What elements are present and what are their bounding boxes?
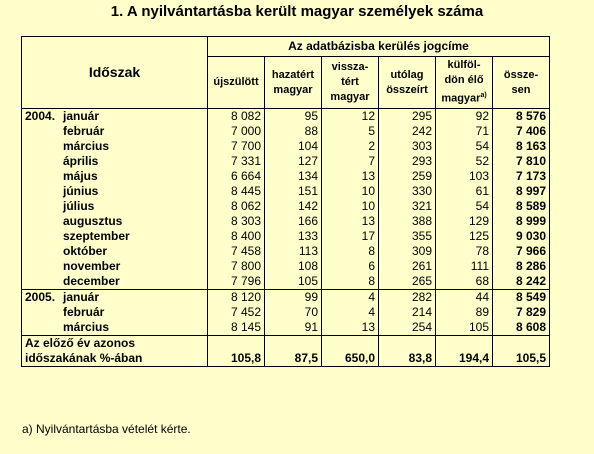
- cell-value: 13: [322, 214, 379, 229]
- cell-value: 71: [436, 124, 493, 139]
- cell-value: 282: [379, 290, 436, 306]
- cell-value: 7 829: [493, 305, 550, 320]
- cell-value: 7 700: [208, 139, 265, 154]
- cell-value: 12: [322, 109, 379, 125]
- cell-value: 8 445: [208, 184, 265, 199]
- header-col-5: [436, 57, 493, 109]
- cell-value: 105: [265, 274, 322, 290]
- cell-value: 142: [265, 199, 322, 214]
- cell-value: 309: [379, 244, 436, 259]
- row-month: október: [63, 244, 108, 258]
- cell-value: 6 664: [208, 169, 265, 184]
- cell-value: 103: [436, 169, 493, 184]
- cell-value: 7 800: [208, 259, 265, 274]
- cell-value: 111: [436, 259, 493, 274]
- percent-row: [22, 336, 550, 367]
- cell-value: 78: [436, 244, 493, 259]
- cell-value: 8 286: [493, 259, 550, 274]
- cell-value: 8 242: [493, 274, 550, 290]
- cell-value: 54: [436, 139, 493, 154]
- row-month: január: [63, 109, 100, 123]
- header-col-2: [265, 57, 322, 109]
- row-month: július: [63, 199, 95, 213]
- row-month: szeptember: [63, 229, 130, 243]
- header-col-3: [322, 57, 379, 109]
- row-label: [22, 169, 208, 184]
- cell-value: 8: [322, 274, 379, 290]
- row-label: [22, 124, 208, 139]
- header-col-6: [493, 57, 550, 109]
- cell-value: 7 000: [208, 124, 265, 139]
- cell-value: 8 549: [493, 290, 550, 306]
- cell-value: 151: [265, 184, 322, 199]
- cell-value: 293: [379, 154, 436, 169]
- cell-value: 133: [265, 229, 322, 244]
- cell-value: 330: [379, 184, 436, 199]
- cell-value: 88: [265, 124, 322, 139]
- cell-value: 5: [322, 124, 379, 139]
- header-col-line: hazatért: [271, 68, 315, 81]
- cell-value: 303: [379, 139, 436, 154]
- cell-value: 254: [379, 320, 436, 336]
- header-col-line: külföl-: [447, 59, 481, 72]
- cell-value: 92: [436, 109, 493, 125]
- percent-label-line: Az előző év azonos: [25, 336, 136, 350]
- cell-value: 8 608: [493, 320, 550, 336]
- cell-value: 7 966: [493, 244, 550, 259]
- cell-value: 7 810: [493, 154, 550, 169]
- cell-value: 127: [265, 154, 322, 169]
- cell-value: 134: [265, 169, 322, 184]
- row-month: február: [63, 305, 105, 319]
- row-month: május: [63, 169, 98, 183]
- header-col-line: vissza-: [331, 61, 369, 73]
- cell-value: 388: [379, 214, 436, 229]
- cell-value: 6: [322, 259, 379, 274]
- cell-value: 10: [322, 199, 379, 214]
- row-label: [22, 274, 208, 290]
- percent-value: 105,8: [208, 336, 265, 367]
- header-col-4: [379, 57, 436, 109]
- header-col-line: magyar: [330, 91, 370, 103]
- cell-value: 7: [322, 154, 379, 169]
- table-title: 1. A nyilvántartásba került magyar személyek száma: [110, 3, 484, 20]
- cell-value: 129: [436, 214, 493, 229]
- header-col-line: össze-: [503, 68, 539, 81]
- table-row: [22, 109, 550, 125]
- cell-value: 8: [322, 244, 379, 259]
- table-row: [22, 305, 550, 320]
- cell-value: 13: [322, 320, 379, 336]
- cell-value: 54: [436, 199, 493, 214]
- row-month: március: [63, 320, 110, 334]
- cell-value: 68: [436, 274, 493, 290]
- cell-value: 8 576: [493, 109, 550, 125]
- cell-value: 166: [265, 214, 322, 229]
- cell-value: 7 452: [208, 305, 265, 320]
- cell-value: 4: [322, 305, 379, 320]
- cell-value: 8 303: [208, 214, 265, 229]
- cell-value: 2: [322, 139, 379, 154]
- cell-value: 321: [379, 199, 436, 214]
- cell-value: 108: [265, 259, 322, 274]
- table-row: [22, 154, 550, 169]
- header-col-line: sen: [511, 83, 531, 96]
- header-group: Az adatbázisba kerülés jogcíme: [208, 37, 550, 57]
- table-row: [22, 124, 550, 139]
- row-year: 2004.: [25, 109, 56, 123]
- cell-value: 99: [265, 290, 322, 306]
- percent-label-line: időszakának %-ában: [25, 351, 143, 365]
- cell-value: 8 163: [493, 139, 550, 154]
- cell-value: 89: [436, 305, 493, 320]
- table-row: [22, 259, 550, 274]
- row-month: június: [63, 184, 99, 198]
- cell-value: 104: [265, 139, 322, 154]
- table-row: [22, 199, 550, 214]
- cell-value: 261: [379, 259, 436, 274]
- cell-value: 17: [322, 229, 379, 244]
- cell-value: 70: [265, 305, 322, 320]
- cell-value: 105: [436, 320, 493, 336]
- row-label: [22, 214, 208, 229]
- row-label: [22, 305, 208, 320]
- percent-value: 194,4: [436, 336, 493, 367]
- row-label: [22, 320, 208, 336]
- footnote: a) Nyilvántartásba vételét kérte.: [22, 422, 191, 436]
- header-col-1: [208, 57, 265, 109]
- row-month: augusztus: [63, 214, 123, 228]
- cell-value: 259: [379, 169, 436, 184]
- header-col-line: összeírt: [386, 83, 428, 96]
- table-row: [22, 274, 550, 290]
- row-year: 2005.: [25, 290, 56, 304]
- header-col-line: [439, 88, 489, 107]
- header-col-line: dön élő: [444, 74, 484, 87]
- row-month: március: [63, 139, 110, 153]
- cell-value: 125: [436, 229, 493, 244]
- header-period: Időszak: [22, 37, 208, 109]
- row-label: [22, 184, 208, 199]
- cell-value: 4: [322, 290, 379, 306]
- row-month: január: [63, 290, 100, 304]
- cell-value: 295: [379, 109, 436, 125]
- cell-value: 242: [379, 124, 436, 139]
- cell-value: 52: [436, 154, 493, 169]
- cell-value: 214: [379, 305, 436, 320]
- percent-value: 650,0: [322, 336, 379, 367]
- cell-value: 8 145: [208, 320, 265, 336]
- row-month: április: [63, 154, 99, 168]
- header-col-line-text: magyar: [441, 92, 481, 105]
- header-col-line: utólag: [390, 68, 424, 81]
- header-col-line: újszülött: [213, 76, 259, 88]
- cell-value: 9 030: [493, 229, 550, 244]
- cell-value: 8 589: [493, 199, 550, 214]
- cell-value: 7 458: [208, 244, 265, 259]
- table-row: [22, 290, 550, 306]
- cell-value: 7 331: [208, 154, 265, 169]
- cell-value: 91: [265, 320, 322, 336]
- cell-value: 8 120: [208, 290, 265, 306]
- row-label: [22, 109, 208, 125]
- cell-value: 10: [322, 184, 379, 199]
- header-col-line: tért: [341, 76, 359, 88]
- cell-value: 13: [322, 169, 379, 184]
- percent-value: 83,8: [379, 336, 436, 367]
- percent-value: 87,5: [265, 336, 322, 367]
- row-month: november: [63, 259, 121, 273]
- cell-value: 8 400: [208, 229, 265, 244]
- row-label: [22, 244, 208, 259]
- table-row: [22, 139, 550, 154]
- cell-value: 61: [436, 184, 493, 199]
- table-row: [22, 184, 550, 199]
- data-table: [21, 36, 550, 367]
- table-row: [22, 244, 550, 259]
- cell-value: 8 997: [493, 184, 550, 199]
- row-month: december: [63, 274, 120, 288]
- table-row: [22, 169, 550, 184]
- percent-value: 105,5: [493, 336, 550, 367]
- cell-value: 44: [436, 290, 493, 306]
- cell-value: 8 062: [208, 199, 265, 214]
- row-label: [22, 154, 208, 169]
- cell-value: 7 796: [208, 274, 265, 290]
- cell-value: 8 082: [208, 109, 265, 125]
- row-label: [22, 259, 208, 274]
- row-month: február: [63, 124, 105, 138]
- cell-value: 113: [265, 244, 322, 259]
- row-label: [22, 229, 208, 244]
- cell-value: 7 173: [493, 169, 550, 184]
- row-label: [22, 290, 208, 306]
- percent-label: [22, 336, 208, 367]
- cell-value: 95: [265, 109, 322, 125]
- cell-value: 8 999: [493, 214, 550, 229]
- header-col-line: magyar: [273, 83, 313, 96]
- cell-value: 7 406: [493, 124, 550, 139]
- row-label: [22, 199, 208, 214]
- row-label: [22, 139, 208, 154]
- table-row: [22, 229, 550, 244]
- table-row: [22, 320, 550, 336]
- table-row: [22, 214, 550, 229]
- footnote-marker: a): [480, 92, 487, 100]
- cell-value: 265: [379, 274, 436, 290]
- cell-value: 355: [379, 229, 436, 244]
